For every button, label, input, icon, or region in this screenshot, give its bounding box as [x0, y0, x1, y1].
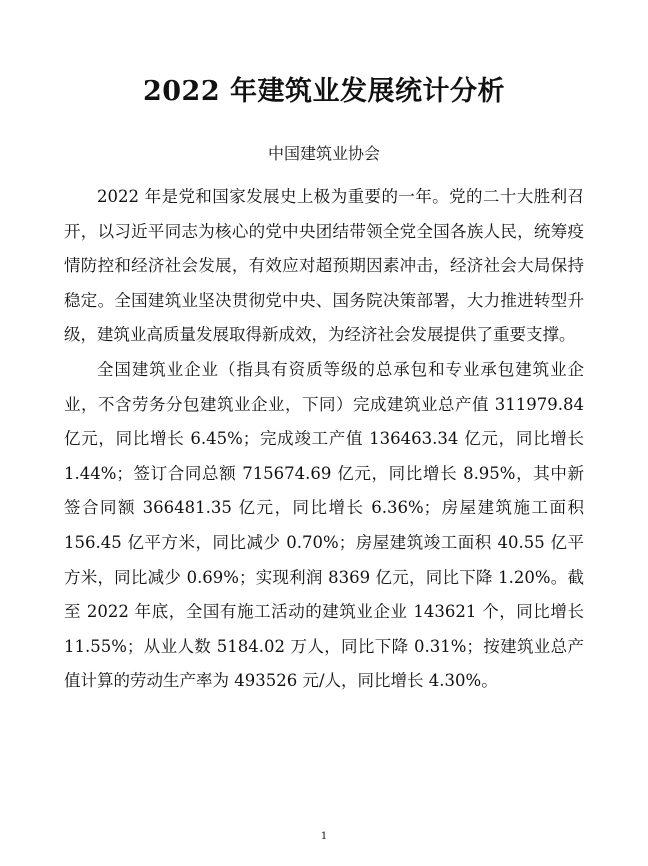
page-number: 1: [320, 831, 328, 842]
document-body: [64, 180, 584, 699]
document-author: 中国建筑业协会: [267, 144, 380, 163]
paragraph-statistics: 全国建筑业企业（指具有资质等级的总承包和专业承包建筑业企业，不含劳务分包建筑业企业，下同）完成建筑业总产值 311979.84 亿元，同比增长 6.45%；完成竣工产值 136463.34 亿元，同比增长 1.44%；签订合同总额 715674.69 亿元，同比增长 8.95%，其中新签合同额 366481.35 亿元，同比增长 6.36%；房屋建筑施工面积 156.45 亿平方米，同比减少 0.70%；房屋建筑竣工面积 40.55 亿平方米，同比减少 0.69%；实现利润 8369 亿元，同比下降 1.20%。截至 2022 年底，全国有施工活动的建筑业企业 143621 个，同比增长 11.55%；从业人数 5184.02 万人，同比下降 0.31%；按建筑业总产值计算的劳动生产率为 493526 元/人，同比增长 4.30%。: [64, 359, 584, 691]
paragraph-intro: 2022 年是党和国家发展史上极为重要的一年。党的二十大胜利召开，以习近平同志为核心的党中央团结带领全党全国各族人民，统筹疫情防控和经济社会发展，有效应对超预期因素冲击，经济社会大局保持稳定。全国建筑业坚决贯彻党中央、国务院决策部署，大力推进转型升级，建筑业高质量发展取得新成效，为经济社会发展提供了重要支撑。: [64, 187, 584, 345]
document-title: 2022 年建筑业发展统计分析: [142, 76, 506, 107]
